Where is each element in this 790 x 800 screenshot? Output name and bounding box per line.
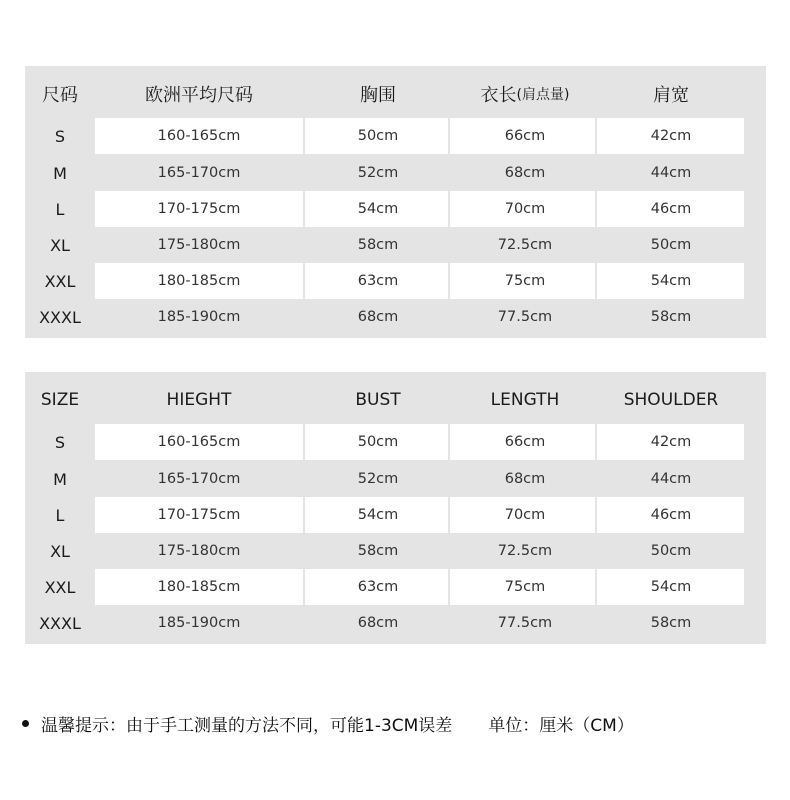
header-cell-0 <box>0 378 130 422</box>
size-label-cell: S <box>54 432 66 452</box>
table-cell: 165-170cm <box>157 165 241 181</box>
table-cell: 160-165cm <box>157 434 241 450</box>
table-cell: 50cm <box>650 237 692 253</box>
header-cell-3 <box>455 378 595 422</box>
table-cell: 165-170cm <box>157 471 241 487</box>
table-cell: 70cm <box>504 201 546 217</box>
measurement-tip-text: 温馨提示：由于手工测量的方法不同，可能1-3CM误差 <box>41 715 453 736</box>
size-label-cell: M <box>53 469 67 489</box>
header-cell-0 <box>0 72 130 116</box>
size-label-cell: XL <box>50 541 70 561</box>
table-cell: 52cm <box>357 471 399 487</box>
column-divider <box>303 424 305 460</box>
table-cell: 170-175cm <box>157 201 241 217</box>
table-cell: 185-190cm <box>157 309 241 325</box>
column-divider <box>303 118 305 154</box>
header-cell-3 <box>455 72 595 116</box>
table-cell: 180-185cm <box>157 579 241 595</box>
table-cell: 180-185cm <box>157 273 241 289</box>
table-cell: 50cm <box>357 434 399 450</box>
size-label-cell: XXXL <box>39 307 81 327</box>
column-divider <box>595 191 597 227</box>
header-label: 胸围 <box>360 85 396 106</box>
table-cell: 68cm <box>504 165 546 181</box>
header-label: 尺码 <box>42 85 78 106</box>
table-cell: 52cm <box>357 165 399 181</box>
column-divider <box>595 118 597 154</box>
table-cell: 46cm <box>650 507 692 523</box>
table-cell: 63cm <box>357 273 399 289</box>
table-cell: 68cm <box>504 471 546 487</box>
table-cell: 68cm <box>357 615 399 631</box>
table-cell: 54cm <box>357 507 399 523</box>
header-cell-4 <box>601 378 741 422</box>
table-cell: 175-180cm <box>157 237 241 253</box>
size-label-cell: XXXL <box>39 613 81 633</box>
column-divider <box>595 263 597 299</box>
size-label-cell: S <box>54 126 66 146</box>
table-cell: 50cm <box>650 543 692 559</box>
size-label-cell: L <box>55 199 65 219</box>
table-cell: 44cm <box>650 165 692 181</box>
measurement-note <box>22 708 634 738</box>
column-divider <box>448 263 450 299</box>
column-divider <box>448 118 450 154</box>
header-note: (肩点量) <box>516 87 570 103</box>
table-cell: 42cm <box>650 128 692 144</box>
table-cell: 54cm <box>650 579 692 595</box>
column-divider <box>303 191 305 227</box>
unit-text: 单位：厘米（CM） <box>488 715 634 736</box>
table-cell: 50cm <box>357 128 399 144</box>
size-chart-english <box>25 372 766 644</box>
table-cell: 58cm <box>650 615 692 631</box>
header-cell-4 <box>601 72 741 116</box>
table-cell: 58cm <box>650 309 692 325</box>
size-label-cell: M <box>53 163 67 183</box>
column-divider <box>448 497 450 533</box>
header-cell-1 <box>129 378 269 422</box>
table-cell: 160-165cm <box>157 128 241 144</box>
table-cell: 185-190cm <box>157 615 241 631</box>
table-cell: 72.5cm <box>497 237 553 253</box>
header-label: 肩宽 <box>653 85 689 106</box>
table-cell: 70cm <box>504 507 546 523</box>
size-label-cell: XXL <box>44 577 76 597</box>
table-cell: 42cm <box>650 434 692 450</box>
header-cell-1 <box>129 72 269 116</box>
table-cell: 75cm <box>504 273 546 289</box>
table-cell: 170-175cm <box>157 507 241 523</box>
column-divider <box>303 263 305 299</box>
table-cell: 68cm <box>357 309 399 325</box>
header-label: SHOULDER <box>623 390 719 410</box>
column-divider <box>595 497 597 533</box>
table-cell: 66cm <box>504 128 546 144</box>
header-label: LENGTH <box>490 390 560 410</box>
column-divider <box>595 424 597 460</box>
bullet-icon <box>22 720 29 727</box>
header-label: 欧洲平均尺码 <box>145 85 253 106</box>
table-cell: 77.5cm <box>497 309 553 325</box>
table-cell: 54cm <box>357 201 399 217</box>
column-divider <box>303 497 305 533</box>
size-label-cell: L <box>55 505 65 525</box>
header-label: BUST <box>355 390 401 410</box>
column-divider <box>595 569 597 605</box>
table-cell: 77.5cm <box>497 615 553 631</box>
header-label: HIEGHT <box>166 390 232 410</box>
table-cell: 66cm <box>504 434 546 450</box>
table-cell: 54cm <box>650 273 692 289</box>
header-cell-2 <box>308 72 448 116</box>
column-divider <box>303 569 305 605</box>
header-cell-2 <box>308 378 448 422</box>
table-cell: 44cm <box>650 471 692 487</box>
size-chart-chinese <box>25 66 766 338</box>
table-cell: 175-180cm <box>157 543 241 559</box>
table-cell: 58cm <box>357 543 399 559</box>
table-cell: 63cm <box>357 579 399 595</box>
size-label-cell: XXL <box>44 271 76 291</box>
header-label: 衣长 <box>480 85 517 106</box>
table-cell: 58cm <box>357 237 399 253</box>
table-cell: 46cm <box>650 201 692 217</box>
header-label: SIZE <box>40 390 80 410</box>
table-cell: 72.5cm <box>497 543 553 559</box>
column-divider <box>448 569 450 605</box>
table-cell: 75cm <box>504 579 546 595</box>
size-label-cell: XL <box>50 235 70 255</box>
column-divider <box>448 191 450 227</box>
column-divider <box>448 424 450 460</box>
